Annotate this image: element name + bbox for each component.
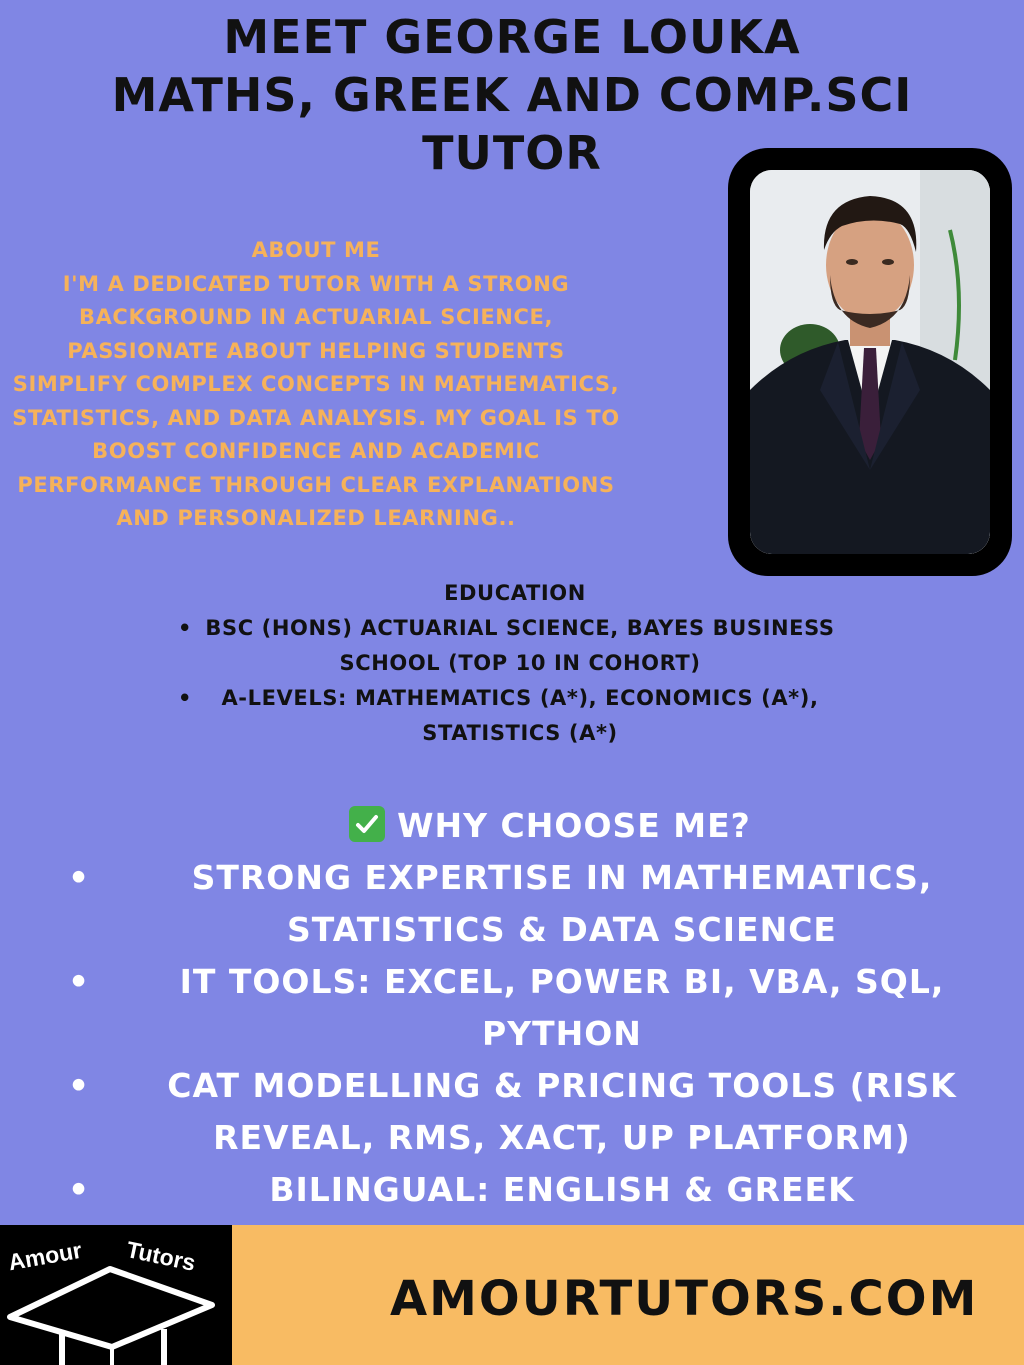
title-line-3: TUTOR — [422, 126, 602, 180]
education-heading: EDUCATION — [444, 581, 586, 605]
why-item — [50, 852, 994, 956]
why-heading — [0, 800, 1024, 852]
about-text: I'M A DEDICATED TUTOR WITH A STRONG BACKGROUND IN ACTUARIAL SCIENCE, PASSIONATE ABOUT HELPING STUDENTS SIMPLIFY COMPLEX CONCEPTS IN MATHEMATICS, STATISTICS, AND DATA ANALYSIS. MY GOAL IS TO BOOST CONFIDENCE AND ACADEMIC PERFORMANCE THROUGH CLEAR EXPLANATIONS AND PERSONALIZED LEARNING.. — [12, 271, 620, 530]
bullet-icon: • — [68, 858, 91, 897]
why-item-text: BILINGUAL: ENGLISH & GREEK — [269, 1170, 855, 1209]
website-link[interactable]: AMOURTUTORS.COM — [390, 1271, 979, 1327]
bullet-icon: • — [178, 616, 193, 640]
logo-word-amour: Amour — [6, 1236, 84, 1276]
education-item — [160, 611, 840, 681]
why-item — [50, 1164, 994, 1216]
why-item-text: IT TOOLS: EXCEL, POWER BI, VBA, SQL, PYTHON — [179, 962, 945, 1053]
tutor-photo-frame — [728, 148, 1012, 576]
education-item-text: A-LEVELS: MATHEMATICS (A*), ECONOMICS (A*), STATISTICS (A*) — [221, 686, 819, 745]
amour-tutors-logo — [0, 1225, 232, 1365]
bullet-icon: • — [68, 962, 91, 1001]
logo-word-tutors: Tutors — [124, 1236, 198, 1276]
footer-band — [232, 1225, 1024, 1365]
why-heading-text: WHY CHOOSE ME? — [397, 806, 751, 845]
bullet-icon: • — [68, 1170, 91, 1209]
why-item — [50, 956, 994, 1060]
education-item — [160, 681, 840, 751]
about-section — [10, 234, 622, 536]
why-item-text: STRONG EXPERTISE IN MATHEMATICS, STATISTICS & DATA SCIENCE — [191, 858, 933, 949]
education-list — [160, 611, 840, 751]
education-item-text: BSC (HONS) ACTUARIAL SCIENCE, BAYES BUSINESS SCHOOL (TOP 10 IN COHORT) — [205, 616, 835, 675]
graduation-cap-icon — [0, 1225, 232, 1365]
why-item — [50, 1060, 994, 1164]
why-list — [50, 852, 994, 1216]
why-item-text: CAT MODELLING & PRICING TOOLS (RISK REVEAL, RMS, XACT, UP PLATFORM) — [167, 1066, 957, 1157]
title-line-1: MEET GEORGE LOUKA — [223, 10, 801, 64]
title-line-2: MATHS, GREEK AND COMP.SCI — [111, 68, 913, 122]
bullet-icon: • — [68, 1066, 91, 1105]
education-section — [160, 576, 840, 751]
bullet-icon: • — [178, 686, 193, 710]
checkmark-icon — [349, 806, 385, 842]
tutor-photo — [750, 170, 990, 554]
why-section — [50, 852, 994, 1216]
about-heading: ABOUT ME — [251, 238, 381, 262]
